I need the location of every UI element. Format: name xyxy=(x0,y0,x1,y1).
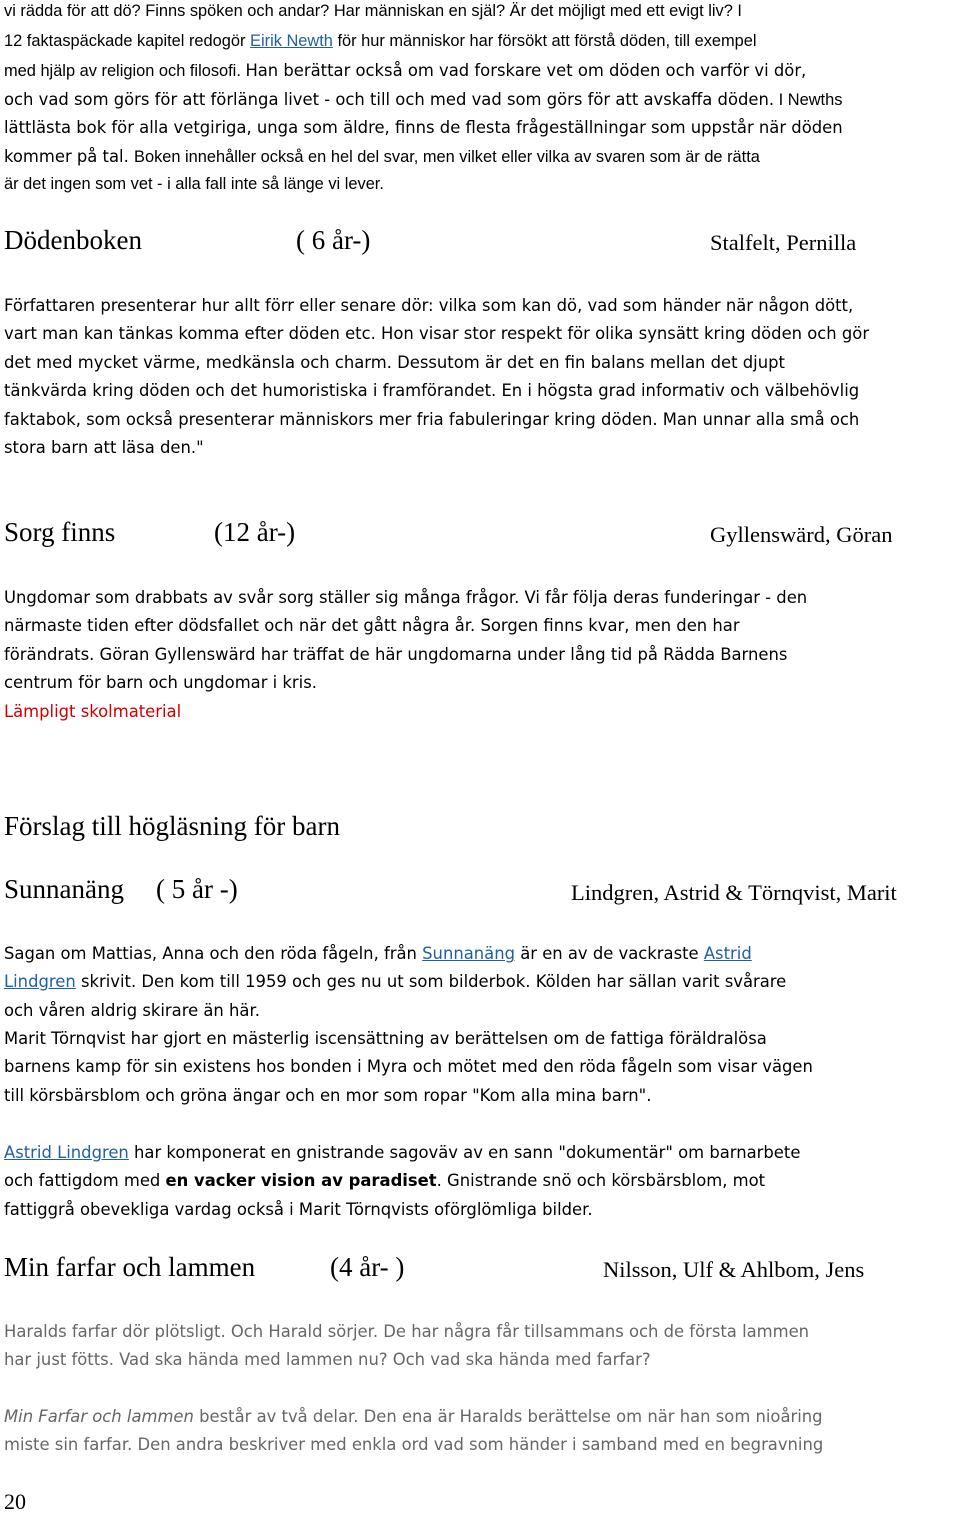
intro-text: 12 faktaspäckade kapitel redogör xyxy=(4,32,251,50)
book-desc-line: faktabok, som också presenterar människors mer fria fabuleringar kring döden. Man unnar alla små och xyxy=(4,410,860,429)
desc-text: och fattigdom med xyxy=(4,1171,166,1190)
book-desc-line xyxy=(4,1143,800,1162)
book-desc-line: förändrats. Göran Gyllenswärd har träffat de här ungdomarna under lång tid på Rädda Barnens xyxy=(4,645,788,664)
book-desc-line xyxy=(4,944,752,963)
book-desc-line xyxy=(4,972,786,991)
book-desc-line: och våren aldrig skirare än här. xyxy=(4,1001,260,1020)
intro-text: I Newths xyxy=(774,91,843,109)
astrid-link[interactable]: Astrid xyxy=(703,944,752,963)
intro-line-3 xyxy=(4,61,806,81)
book-desc-line: centrum för barn och ungdomar i kris. xyxy=(4,673,317,692)
book-author: Stalfelt, Pernilla xyxy=(710,230,857,255)
intro-line-6 xyxy=(4,147,760,167)
book-desc-line: närmaste tiden efter dödsfallet och när det gått några år. Sorgen finns kvar, men den har xyxy=(4,616,740,635)
book-age: ( 6 år-) xyxy=(296,225,371,255)
page-number: 20 xyxy=(4,1489,26,1514)
intro-text: och vad som görs för att förlänga livet - och till och med vad som görs för att avskaffa döden. xyxy=(4,90,775,109)
desc-text: . Gnistrande snö och körsbärsblom, mot xyxy=(436,1171,766,1190)
intro-line-5: lättlästa bok för alla vetgiriga, unga som äldre, finns de flesta frågeställningar som uppstår när döden xyxy=(4,118,843,137)
section-heading: Förslag till högläsning för barn xyxy=(4,811,340,841)
book-desc-line: miste sin farfar. Den andra beskriver med enkla ord vad som händer i samband med en begravning xyxy=(4,1435,824,1454)
book-desc-line: Författaren presenterar hur allt förr eller senare dör: vilka som kan dö, vad som händer när någon dött, xyxy=(4,296,854,315)
book-author: Gyllenswärd, Göran xyxy=(710,522,893,547)
book-desc-line: vart man kan tänkas komma efter döden etc. Hon visar stor respekt för olika synsätt kring döden och gör xyxy=(4,324,870,343)
intro-text: med hjälp av religion och filosofi. xyxy=(4,62,246,80)
book-desc-line: det med mycket värme, medkänsla och charm. Dessutom är det en fin balans mellan det djupt xyxy=(4,353,785,372)
desc-text: är en av de vackraste xyxy=(515,944,704,963)
book-title: Sorg finns xyxy=(4,517,116,547)
book-title: Sunnanäng xyxy=(4,874,124,904)
italic-title: Min Farfar och lammen xyxy=(4,1407,194,1426)
book-desc-line: Ungdomar som drabbats av svår sorg ställer sig många frågor. Vi får följa deras funderingar - den xyxy=(4,588,808,607)
book-desc-line: fattiggrå obevekliga vardag också i Marit Törnqvists oförglömliga bilder. xyxy=(4,1200,593,1219)
book-title: Dödenboken xyxy=(4,225,142,255)
book-author: Nilsson, Ulf & Ahlbom, Jens xyxy=(603,1257,865,1282)
intro-text: för hur människor har försökt att förstå döden, till exempel xyxy=(332,32,757,50)
intro-text: kommer på tal. xyxy=(4,147,135,166)
book-age: (4 år- ) xyxy=(330,1252,405,1282)
book-desc-line: barnens kamp för sin existens hos bonden i Myra och mötet med den röda fågeln som visar vägen xyxy=(4,1057,813,1076)
book-desc-line xyxy=(4,1407,823,1426)
book-desc-line: tänkvärda kring döden och det humoristiska i framförandet. En i högsta grad informativ och välbehövlig xyxy=(4,381,860,400)
book-age: ( 5 år -) xyxy=(156,874,238,904)
desc-text: består av två delar. Den ena är Haralds berättelse om när han som nioåring xyxy=(193,1407,823,1426)
book-author: Lindgren, Astrid & Törnqvist, Marit xyxy=(571,880,897,905)
book-title: Min farfar och lammen xyxy=(4,1252,256,1282)
intro-line-4 xyxy=(4,90,842,110)
lindgren-link[interactable]: Lindgren xyxy=(4,972,76,991)
bold-phrase: en vacker vision av paradiset xyxy=(165,1171,437,1190)
book-desc-line: Marit Törnqvist har gjort en mästerlig iscensättning av berättelsen om de fattiga föräldralösa xyxy=(4,1029,767,1048)
book-desc-line: Haralds farfar dör plötsligt. Och Harald sörjer. De har några får tillsammans och de första lammen xyxy=(4,1322,810,1341)
sunnanang-link[interactable]: Sunnanäng xyxy=(422,944,515,963)
eirik-newth-link[interactable]: Eirik Newth xyxy=(250,32,333,50)
desc-text: har komponerat en gnistrande sagoväv av en sann "dokumentär" om barnarbete xyxy=(128,1143,801,1162)
intro-line-7: är det ingen som vet - i alla fall inte så länge vi lever. xyxy=(4,175,384,193)
intro-text: Han berättar också om vad forskare vet om döden och varför vi dör, xyxy=(245,61,807,80)
book-desc-line: till körsbärsblom och gröna ängar och en mor som ropar "Kom alla mina barn". xyxy=(4,1086,652,1105)
intro-line-1: vi rädda för att dö? Finns spöken och andar? Har människan en själ? Är det möjligt med ett evigt liv? I xyxy=(4,2,742,20)
book-desc-line: stora barn att läsa den." xyxy=(4,438,204,457)
desc-text: skrivit. Den kom till 1959 och ges nu ut som bilderbok. Kölden har sällan varit svårare xyxy=(75,972,787,991)
intro-text: Boken innehåller också en hel del svar, men vilket eller vilka av svaren som är de rätta xyxy=(134,148,760,166)
school-material-note: Lämpligt skolmaterial xyxy=(4,702,182,721)
astrid-lindgren-link[interactable]: Astrid Lindgren xyxy=(4,1143,129,1162)
book-desc-line: har just fötts. Vad ska hända med lammen nu? Och vad ska hända med farfar? xyxy=(4,1350,651,1369)
intro-line-2 xyxy=(4,32,757,51)
desc-text: Sagan om Mattias, Anna och den röda fågeln, från xyxy=(4,944,423,963)
book-age: (12 år-) xyxy=(214,517,296,547)
book-desc-line xyxy=(4,1171,765,1190)
